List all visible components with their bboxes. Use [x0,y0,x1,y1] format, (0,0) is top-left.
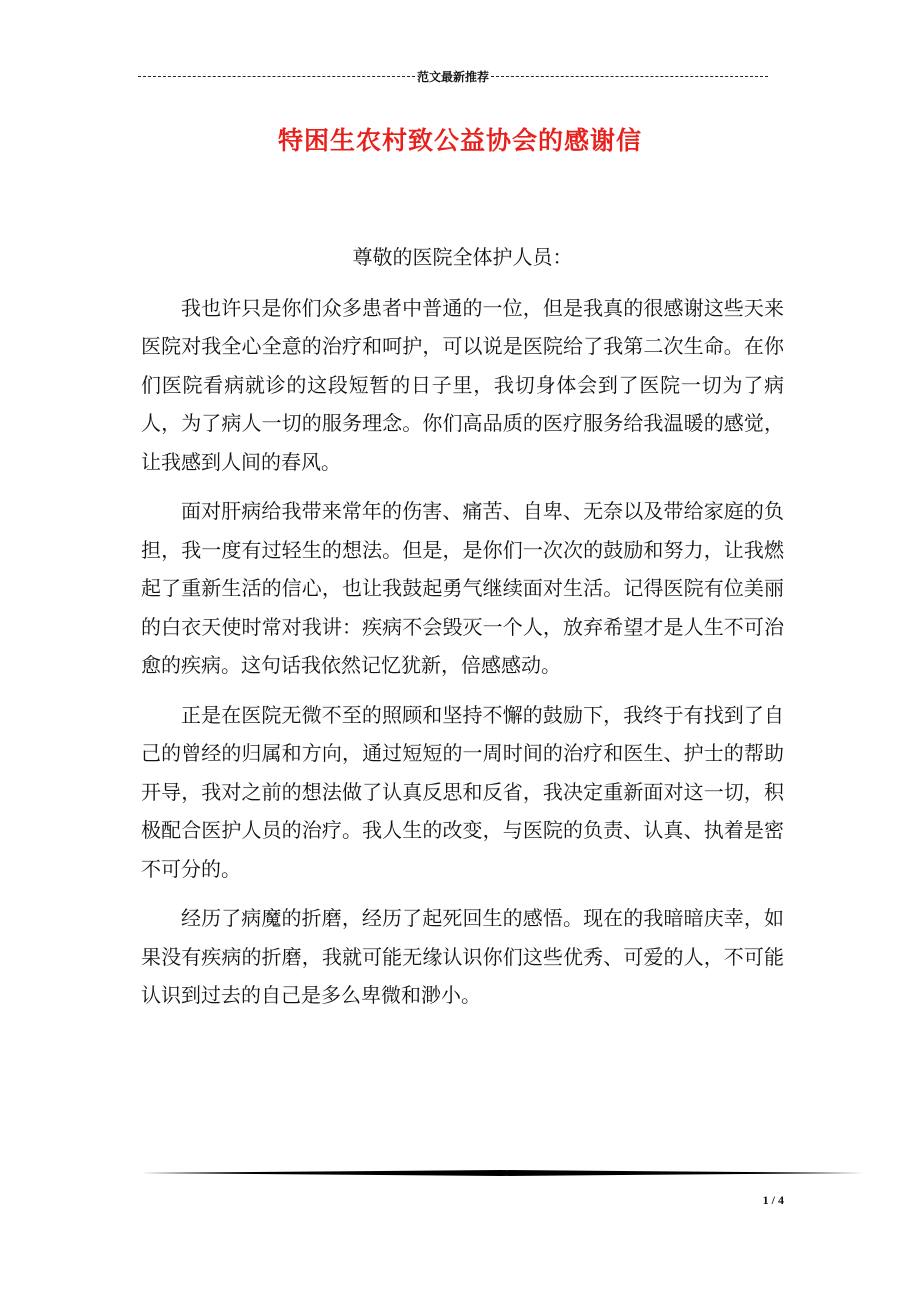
header-dashes-left [138,76,415,77]
letter-paragraph: 正是在医院无微不至的照顾和坚持不懈的鼓励下，我终于有找到了自己的曾经的归属和方向，通过短短的一周时间的治疗和医生、护士的帮助开导，我对之前的想法做了认真反思和反省，我决定重新面对这一切，积极配合医护人员的治疗。我人生的改变，与医院的负责、认真、执着是密不可分的。 [141,702,784,881]
footer-rule [141,1170,863,1176]
page-number: 1 / 4 [762,1193,784,1207]
letter-body [141,238,784,1026]
letter-paragraph: 我也许只是你们众多患者中普通的一位，但是我真的很感谢这些天来医院对我全心全意的治疗和呵护，可以说是医院给了我第二次生命。在你们医院看病就诊的这段短暂的日子里，我切身体会到了医院一切为了病人，为了病人一切的服务理念。你们高品质的医疗服务给我温暖的感觉，让我感到人间的春风。 [141,295,784,474]
document-title: 特困生农村致公益协会的感谢信 [277,126,642,155]
letter-paragraph: 面对肝病给我带来常年的伤害、痛苦、自卑、无奈以及带给家庭的负担，我一度有过轻生的想法。但是，是你们一次次的鼓励和努力，让我燃起了重新生活的信心，也让我鼓起勇气继续面对生活。记得医院有位美丽的白衣天使时常对我讲：疾病不会毁灭一个人，放弃希望才是人生不可治愈的疾病。这句话我依然记忆犹新，倍感感动。 [141,499,784,677]
footer-rule-shape [141,1170,863,1176]
letter-paragraph: 经历了病魔的折磨，经历了起死回生的感悟。现在的我暗暗庆幸，如果没有疾病的折磨，我就可能无缘认识你们这些优秀、可爱的人，不可能认识到过去的自己是多么卑微和渺小。 [141,906,784,1007]
header-label: 范文最新推荐 [417,69,490,84]
header-dashes-right [491,76,768,77]
letter-greeting: 尊敬的医院全体护人员： [352,245,573,269]
page-header [138,66,768,86]
